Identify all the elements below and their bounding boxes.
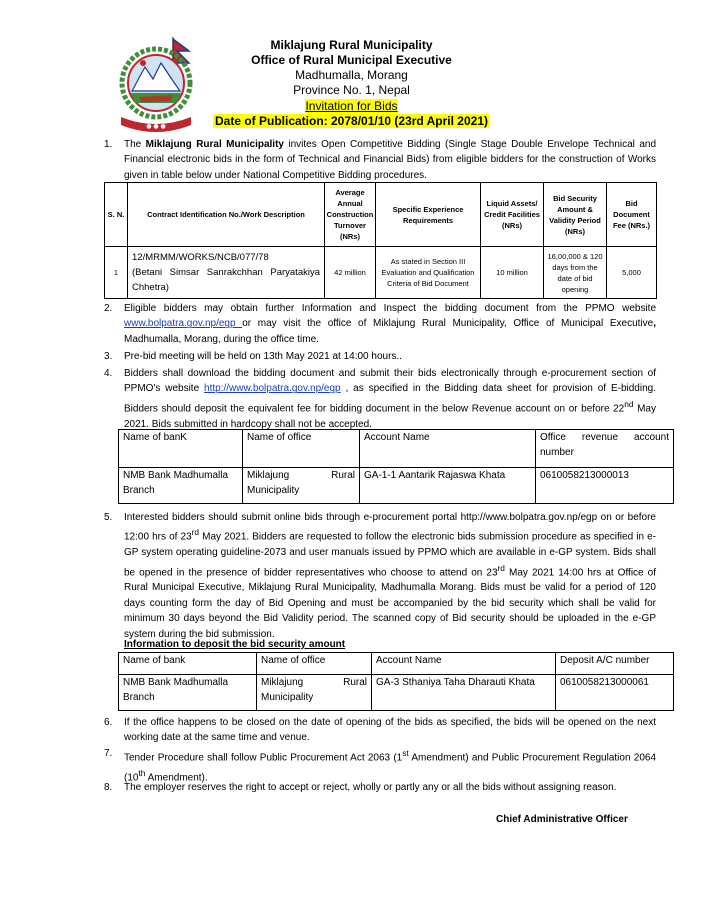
item-number-3: 3. [104,351,113,362]
col-account-name: Account Name [372,653,556,675]
municipality-name-bold: Miklajung Rural Municipality [145,139,284,150]
item-3-text: Pre-bid meeting will be held on 13th May 2021 at 14:00 hours.. [124,351,402,362]
cell-account-number: 0610058213000061 [556,675,674,711]
col-office-name: Name of office [257,653,372,675]
deposit-table-header-row [119,653,674,675]
col-experience: Specific Experience Requirements [376,183,481,247]
col-account-name: Account Name [360,430,536,468]
col-liquid: Liquid Assets/ Credit Facilities (NRs) [481,183,544,247]
col-revenue-account-number: Office revenue account number [536,430,674,468]
notice-title: Invitation for Bids [305,99,398,113]
cell-fee: 5,000 [607,247,657,299]
cell-account-name: GA-3 Sthaniya Taha Dharauti Khata [372,675,556,711]
col-bank-name: Name of banK [119,430,243,468]
cell-bank: NMB Bank Madhumalla Branch [119,675,257,711]
work-description: (Betani Simsar Sanrakchhan Paryatakiya Chhetra) [132,267,320,293]
item-8-text: The employer reserves the right to accept or reject, wholly or partly any or all the bids without assigning reason. [124,782,617,793]
cell-office: Miklajung Rural Municipality [243,468,360,504]
revenue-account-table [118,429,674,504]
item-4-text: Bidders shall download the bidding document and submit their bids electronically through e-procurement section of PPMO's website http://www.bolpatra.gov.np/egp , as specified in the Bidding data sheet for provision of E-bidding. Bidders should deposit the equivalent fee for bidding document in the below Revenue account on or before 22nd May 2021. Bids submitted in hardcopy shall not be accepted. [124,368,656,430]
office-name: Office of Rural Municipal Executive [251,53,452,67]
revenue-table-header-row [119,430,674,468]
item-number-1: 1. [104,139,113,150]
svg-text:● ● ●: ● ● ● [146,123,166,130]
works-table-header-row [105,183,657,247]
cell-sn: 1 [105,247,128,299]
col-sn: S. N. [105,183,128,247]
item-7-text: Tender Procedure shall follow Public Procurement Act 2063 (1st Amendment) and Public Procurement Regulation 2064 (10th Amendment). [124,748,657,784]
item-number-6: 6. [104,717,113,728]
table-row [119,468,674,504]
cell-turnover: 42 million [325,247,376,299]
ppmo-egp-link[interactable]: http://www.bolpatra.gov.np/egp [204,383,341,395]
col-fee: Bid Document Fee (NRs.) [607,183,657,247]
cell-liquid: 10 million [481,247,544,299]
cell-account-name: GA-1-1 Aantarik Rajaswa Khata [360,468,536,504]
ppmo-link[interactable]: www.bolpatra.gov.np/egp [124,318,243,330]
works-table [104,182,657,299]
cell-bank: NMB Bank Madhumalla Branch [119,468,243,504]
col-deposit-account-number: Deposit A/C number [556,653,674,675]
item-number-4: 4. [104,368,113,379]
bid-security-heading: Information to deposit the bid security amount [124,639,346,650]
office-address: Madhumalla, Morang [295,68,408,82]
item-number-2: 2. [104,303,113,314]
signatory-title: Chief Administrative Officer [496,814,628,825]
col-security: Bid Security Amount & Validity Period (NRs) [544,183,607,247]
col-turnover: Average Annual Construction Turnover (NRs) [325,183,376,247]
cell-account-number: 0610058213000013 [536,468,674,504]
item-6-text: If the office happens to be closed on the date of opening of the bids as specified, the bids will be opened on the next working date at the same time and venue. [124,717,656,744]
col-contract: Contract Identification No./Work Description [128,183,325,247]
cell-contract [128,247,325,299]
col-office-name: Name of office [243,430,360,468]
table-row [105,247,657,299]
office-province: Province No. 1, Nepal [293,83,410,97]
municipality-name: Miklajung Rural Municipality [270,38,433,52]
publication-date: Date of Publication: 2078/01/10 (23rd April 2021) [215,114,488,128]
item-number-8: 8. [104,782,113,793]
item-number-5: 5. [104,512,113,523]
cell-office: Miklajung Rural Municipality [257,675,372,711]
item-1-text: The Miklajung Rural Municipality invites Open Competitive Bidding (Single Stage Double Envelope Technical and Financial electronic bids in the form of Technical and Financial Bids) from eligible bidders for the construction of Works given in table below under National Competitive Bidding procedures. [124,139,657,181]
contract-id: 12/MRMM/WORKS/NCB/077/78 [132,252,269,263]
col-bank-name: Name of bank [119,653,257,675]
item-2-text: Eligible bidders may obtain further Information and Inspect the bidding document from the PPMO website www.bolpatra.gov.np/egp or may visit the office of Miklajung Rural Municipality, Office of Municipal Executive, Madhumalla, Morang, during the office time. [124,303,656,345]
item-number-7: 7. [104,748,113,759]
cell-experience: As stated in Section III Evaluation and Qualification Criteria of Bid Document [376,247,481,299]
item-5-text: Interested bidders should submit online bids through e-procurement portal http://www.bolpatra.gov.np/egp on or before 12:00 hrs of 23rd May 2021. Bidders are requested to follow the electronic bids submission procedure as specified in e-GP system operating guideline-2073 and user manuals issued by PPMO which are available in e-GP system. Bids shall be opened in the presence of bidder representatives who choose to attend on 23rd May 2021 14:00 hrs at Office of Rural Municipal Executive, Miklajung Rural Municipality, Madhumalla Morang. Bids must be valid for a period of 120 days counting form the day of Bid Opening and must be accompanied by the bid security which shall be valid for minimum 30 days beyond the Bid Validity period. The scanned copy of Bid security should be uploaded in the e-GP system during the bid submission. [124,512,656,640]
table-row [119,675,674,711]
cell-security: 16,00,000 & 120 days from the date of bid opening [544,247,607,299]
bid-security-deposit-table [118,652,674,711]
